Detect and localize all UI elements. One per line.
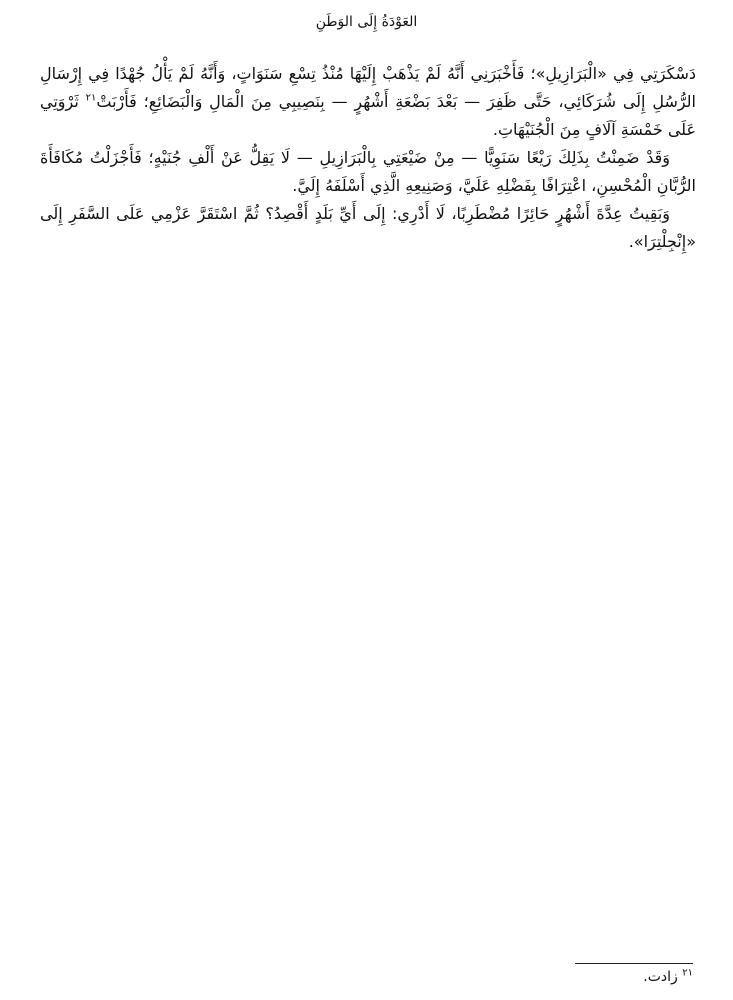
paragraph-1-text-before-mark: دَسْكَرَتِي فِي «الْبَرَازِيلِ»؛ فَأَخْبَرَنِي أَنَّهُ لَمْ يَذْهَبْ إِلَيْهَا مُنْذُ تِسْعِ سَنَوَاتٍ، وَأَنَّهُ لَمْ يَأْلُ جُهْدًا فِي إِرْسَالِ الرُّسُلِ إِلَى شُرَكَائِي، حَتَّى ظَفِرَ — بَعْدَ بَضْعَةِ أَشْهُرٍ — بِنَصِيبِي مِنَ الْمَالِ وَالْبَضَائِعِ؛ فَأَرْبَتْ <box>40 64 696 111</box>
paragraph-1 <box>40 60 696 144</box>
footnote <box>393 966 693 988</box>
footnote-reference-mark[interactable]: ٢١ <box>85 92 97 104</box>
paragraph-3: وَبَقِيتُ عِدَّةَ أَشْهُرٍ حَائِرًا مُضْطَرِبًا، لَا أَدْرِي: إِلَى أَيِّ بَلَدٍ أَقْصِدُ؟ ثُمَّ اسْتَقَرَّ عَزْمِي عَلَى السَّفَرِ إِلَى «إِنْجِلْتِرَا». <box>40 204 696 251</box>
footnote-text: زادت. <box>643 969 678 985</box>
footnote-number: ٢١ <box>682 967 693 979</box>
footnote-divider <box>575 963 693 964</box>
running-header: العَوْدَةُ إِلَى الوَطَنِ <box>315 14 418 30</box>
paragraph-1-text-after-mark: ثَرْوَتِي عَلَى خَمْسَةِ آلَافٍ مِنَ الْجُنَيْهَاتِ. <box>40 92 696 139</box>
paragraph-2: وَقَدْ ضَمِنْتُ بِذَلِكَ رَيْعًا سَنَوِيًّا — مِنْ ضَيْعَتِي بِالْبَرَازِيلِ — لَا يَقِلُّ عَنْ أَلْفِ جُنَيْهٍ؛ فَأَجْزَلْتُ مُكَافَأَةَ الرُّبَّانِ الْمُحْسِنِ، اعْتِرَافًا بِفَضْلِهِ عَلَيَّ، وَصَنِيعِهِ الَّذِي أَسْلَفَهُ إِلَيَّ. <box>40 148 696 195</box>
body-text <box>40 60 696 256</box>
